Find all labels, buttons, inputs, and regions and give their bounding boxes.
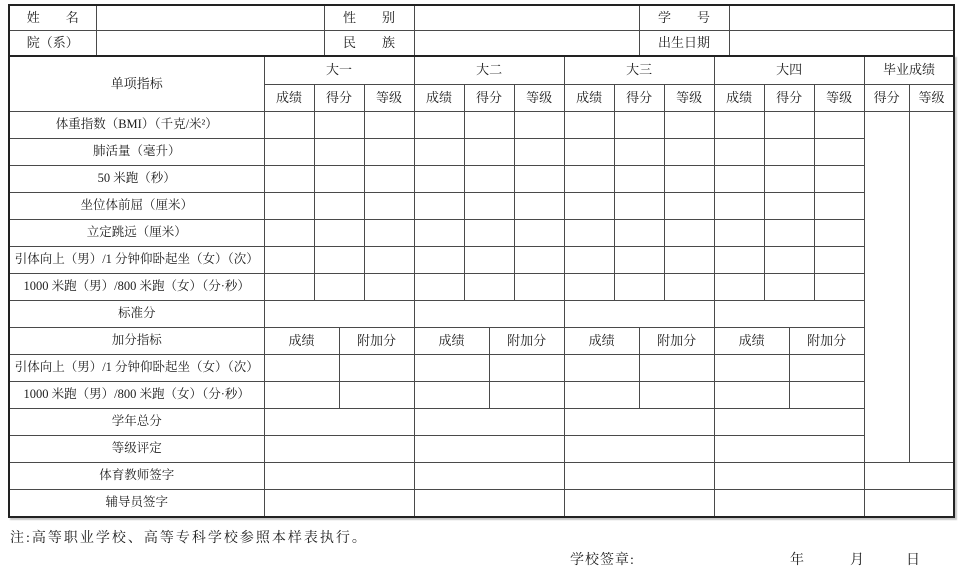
indicator-label: 50 米跑（秒） [9, 166, 264, 193]
grade-subheader: 等级 [514, 85, 564, 112]
department-value-cell [96, 31, 324, 57]
points-subheader: 得分 [614, 85, 664, 112]
gender-label: 性 别 [324, 5, 414, 31]
score-subheader: 成绩 [714, 85, 764, 112]
entry-cell [264, 355, 339, 382]
grad-points-subheader: 得分 [864, 85, 909, 112]
year1-header: 大一 [264, 56, 414, 85]
entry-cell [414, 274, 464, 301]
entry-cell [814, 274, 864, 301]
entry-cell [814, 166, 864, 193]
row-year-total [9, 409, 954, 436]
entry-cell [614, 112, 664, 139]
signature-cell [864, 490, 954, 518]
birth-date-label: 出生日期 [639, 31, 729, 57]
date-day-label: 日 [906, 553, 920, 568]
row-pullup-situp [9, 247, 954, 274]
row-bonus-endurance-run [9, 382, 954, 409]
entry-cell [364, 193, 414, 220]
entry-cell [564, 409, 714, 436]
signature-cell [714, 463, 864, 490]
entry-cell [664, 112, 714, 139]
indicator-label: 体重指数（BMI）（千克/米²） [9, 112, 264, 139]
indicator-label: 立定跳远（厘米） [9, 220, 264, 247]
bonus-score-subheader: 成绩 [714, 328, 789, 355]
entry-cell [364, 247, 414, 274]
entry-cell [364, 220, 414, 247]
ethnicity-label: 民 族 [324, 31, 414, 57]
entry-cell [639, 382, 714, 409]
entry-cell [464, 193, 514, 220]
bonus-extra-subheader: 附加分 [639, 328, 714, 355]
entry-cell [564, 274, 614, 301]
entry-cell [264, 166, 314, 193]
grade-subheader: 等级 [664, 85, 714, 112]
entry-cell [614, 139, 664, 166]
entry-cell [364, 274, 414, 301]
entry-cell [264, 274, 314, 301]
entry-cell [314, 166, 364, 193]
entry-cell [714, 166, 764, 193]
entry-cell [414, 139, 464, 166]
entry-cell [764, 166, 814, 193]
score-subheader: 成绩 [264, 85, 314, 112]
indicator-label: 引体向上（男）/1 分钟仰卧起坐（女）（次） [9, 355, 264, 382]
entry-cell [514, 139, 564, 166]
bonus-extra-subheader: 附加分 [339, 328, 414, 355]
points-subheader: 得分 [764, 85, 814, 112]
entry-cell [564, 301, 714, 328]
row-standard-score [9, 301, 954, 328]
entry-cell [814, 139, 864, 166]
student-id-value-cell [729, 5, 954, 31]
indicator-label: 1000 米跑（男）/800 米跑（女）（分·秒） [9, 274, 264, 301]
entry-cell [264, 139, 314, 166]
entry-cell [764, 247, 814, 274]
entry-cell [414, 382, 489, 409]
entry-cell [564, 220, 614, 247]
entry-cell [789, 355, 864, 382]
entry-cell [814, 220, 864, 247]
entry-cell [414, 355, 489, 382]
indicator-label: 坐位体前屈（厘米） [9, 193, 264, 220]
entry-cell [414, 193, 464, 220]
entry-cell [264, 436, 414, 463]
score-table [8, 55, 955, 518]
entry-cell [514, 166, 564, 193]
entry-cell [264, 112, 314, 139]
year3-header: 大三 [564, 56, 714, 85]
entry-cell [364, 166, 414, 193]
entry-cell [714, 301, 864, 328]
entry-cell [314, 274, 364, 301]
entry-cell [339, 382, 414, 409]
entry-cell [264, 247, 314, 274]
name-label: 姓 名 [9, 5, 96, 31]
signature-cell [864, 463, 954, 490]
entry-cell [714, 409, 864, 436]
signature-cell [264, 463, 414, 490]
graduation-header: 毕业成绩 [864, 56, 954, 85]
entry-cell [564, 112, 614, 139]
entry-cell [314, 112, 364, 139]
entry-cell [414, 166, 464, 193]
entry-cell [764, 220, 814, 247]
student-id-label: 学 号 [639, 5, 729, 31]
row-50m-run [9, 166, 954, 193]
entry-cell [339, 355, 414, 382]
entry-cell [714, 436, 864, 463]
entry-cell [664, 274, 714, 301]
score-subheader: 成绩 [414, 85, 464, 112]
bonus-score-subheader: 成绩 [264, 328, 339, 355]
entry-cell [639, 355, 714, 382]
entry-cell [414, 220, 464, 247]
indicator-label: 引体向上（男）/1 分钟仰卧起坐（女）（次） [9, 247, 264, 274]
entry-cell [814, 247, 864, 274]
entry-cell [789, 382, 864, 409]
row-vital-capacity [9, 139, 954, 166]
entry-cell [664, 220, 714, 247]
entry-cell [564, 166, 614, 193]
row-pe-teacher-signature [9, 463, 954, 490]
entry-cell [564, 193, 614, 220]
entry-cell [664, 139, 714, 166]
entry-cell [489, 355, 564, 382]
entry-cell [614, 193, 664, 220]
entry-cell [614, 220, 664, 247]
points-subheader: 得分 [314, 85, 364, 112]
year2-header: 大二 [414, 56, 564, 85]
entry-cell [414, 247, 464, 274]
entry-cell [764, 193, 814, 220]
entry-cell [264, 409, 414, 436]
entry-cell [314, 247, 364, 274]
entry-cell [614, 247, 664, 274]
entry-cell [364, 139, 414, 166]
entry-cell [764, 112, 814, 139]
pe-teacher-signature-label: 体育教师签字 [9, 463, 264, 490]
bonus-extra-subheader: 附加分 [789, 328, 864, 355]
points-subheader: 得分 [464, 85, 514, 112]
entry-cell [764, 139, 814, 166]
date-year-label: 年 [790, 553, 804, 568]
entry-cell [314, 139, 364, 166]
entry-cell [264, 301, 414, 328]
grade-evaluation-label: 等级评定 [9, 436, 264, 463]
entry-cell [464, 274, 514, 301]
entry-cell [514, 247, 564, 274]
school-seal-label: 学校签章: [570, 553, 635, 568]
entry-cell [714, 193, 764, 220]
indicator-label: 1000 米跑（男）/800 米跑（女）（分·秒） [9, 382, 264, 409]
entry-cell [464, 220, 514, 247]
entry-cell [714, 247, 764, 274]
entry-cell [514, 220, 564, 247]
graduation-points-cell [864, 112, 909, 463]
signature-cell [414, 490, 564, 518]
footnote: 注:高等职业学校、高等专科学校参照本样表执行。 [10, 531, 368, 546]
entry-cell [664, 193, 714, 220]
bonus-indicator-label: 加分指标 [9, 328, 264, 355]
standard-score-label: 标准分 [9, 301, 264, 328]
entry-cell [714, 220, 764, 247]
entry-cell [264, 382, 339, 409]
entry-cell [464, 112, 514, 139]
indicator-label: 肺活量（毫升） [9, 139, 264, 166]
entry-cell [264, 220, 314, 247]
entry-cell [814, 112, 864, 139]
score-subheader: 成绩 [564, 85, 614, 112]
entry-cell [564, 355, 639, 382]
info-row-2 [9, 31, 954, 57]
entry-cell [664, 247, 714, 274]
department-label: 院（系） [9, 31, 96, 57]
entry-cell [464, 247, 514, 274]
entry-cell [514, 274, 564, 301]
row-counselor-signature [9, 490, 954, 518]
row-bonus-header [9, 328, 954, 355]
signature-cell [714, 490, 864, 518]
birth-date-value-cell [729, 31, 954, 57]
signature-cell [264, 490, 414, 518]
entry-cell [514, 193, 564, 220]
row-bonus-pullup-situp [9, 355, 954, 382]
grad-grade-subheader: 等级 [909, 85, 954, 112]
name-value-cell [96, 5, 324, 31]
signature-cell [564, 463, 714, 490]
indicator-column-header: 单项指标 [9, 56, 264, 112]
entry-cell [514, 112, 564, 139]
entry-cell [814, 193, 864, 220]
bonus-score-subheader: 成绩 [414, 328, 489, 355]
date-month-label: 月 [850, 553, 864, 568]
entry-cell [464, 139, 514, 166]
row-grade-evaluation [9, 436, 954, 463]
entry-cell [564, 139, 614, 166]
entry-cell [414, 409, 564, 436]
row-bmi [9, 112, 954, 139]
entry-cell [264, 193, 314, 220]
entry-cell [714, 355, 789, 382]
entry-cell [664, 166, 714, 193]
entry-cell [714, 112, 764, 139]
graduation-grade-cell [909, 112, 954, 463]
entry-cell [489, 382, 564, 409]
entry-cell [714, 274, 764, 301]
info-row-1 [9, 5, 954, 31]
gender-value-cell [414, 5, 639, 31]
entry-cell [414, 436, 564, 463]
grade-subheader: 等级 [814, 85, 864, 112]
year4-header: 大四 [714, 56, 864, 85]
entry-cell [564, 247, 614, 274]
entry-cell [314, 220, 364, 247]
entry-cell [714, 139, 764, 166]
entry-cell [614, 274, 664, 301]
signature-cell [414, 463, 564, 490]
ethnicity-value-cell [414, 31, 639, 57]
entry-cell [314, 193, 364, 220]
entry-cell [764, 274, 814, 301]
row-standing-long-jump [9, 220, 954, 247]
row-sit-and-reach [9, 193, 954, 220]
entry-cell [414, 112, 464, 139]
entry-cell [414, 301, 564, 328]
grade-subheader: 等级 [364, 85, 414, 112]
bonus-extra-subheader: 附加分 [489, 328, 564, 355]
entry-cell [364, 112, 414, 139]
student-info-table [8, 4, 955, 57]
entry-cell [714, 382, 789, 409]
entry-cell [614, 166, 664, 193]
entry-cell [464, 166, 514, 193]
signature-cell [564, 490, 714, 518]
bonus-score-subheader: 成绩 [564, 328, 639, 355]
year-total-label: 学年总分 [9, 409, 264, 436]
row-endurance-run [9, 274, 954, 301]
year-header-row [9, 56, 954, 85]
entry-cell [564, 436, 714, 463]
counselor-signature-label: 辅导员签字 [9, 490, 264, 518]
entry-cell [564, 382, 639, 409]
